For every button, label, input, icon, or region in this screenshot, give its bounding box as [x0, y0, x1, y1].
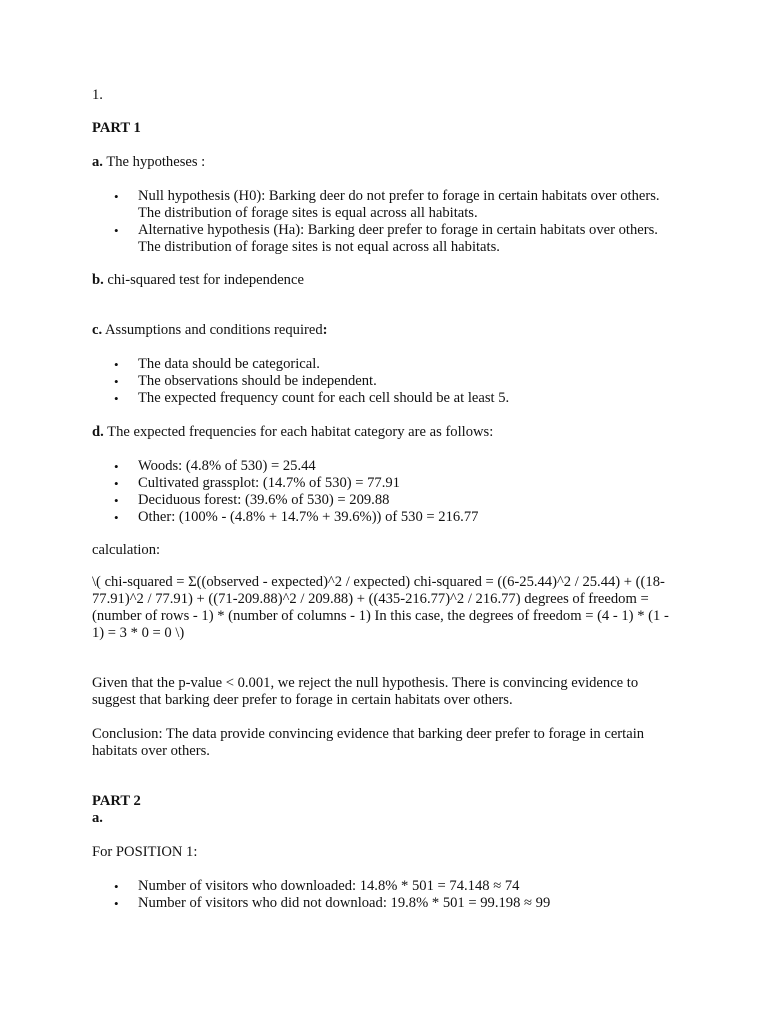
- list-item: • The data should be categorical.: [92, 356, 682, 373]
- position-label: For POSITION 1:: [92, 844, 198, 860]
- part1-d-text: The expected frequencies for each habitat category are as follows:: [103, 424, 494, 440]
- part2-heading: PART 2: [92, 793, 141, 809]
- list-item: • Cultivated grassplot: (14.7% of 530) = 77.91: [92, 475, 682, 492]
- pvalue-paragraph: Given that the p-value < 0.001, we reject the null hypothesis. There is convincing evidence to suggest that barking deer prefer to forage in certain habitats over others.: [92, 675, 639, 708]
- list-item: • Null hypothesis (H0): Barking deer do not prefer to forage in certain habitats over others. The distribution of forage sites is equal across all habitats.: [92, 188, 682, 222]
- part1-d-label: d.: [92, 424, 104, 440]
- part1-heading: PART 1: [92, 120, 141, 136]
- part1-c-line: [92, 322, 682, 339]
- expected-frequencies-list: [92, 458, 682, 526]
- list-item: • Number of visitors who did not download: 19.8% * 501 = 99.198 ≈ 99: [92, 895, 682, 912]
- part1-c-label: c.: [92, 322, 103, 338]
- part1-b-line: [92, 272, 682, 289]
- assumptions-list: [92, 356, 682, 407]
- part1-c-colon: :: [322, 322, 328, 338]
- hypotheses-list: [92, 188, 682, 256]
- calculation-label: calculation:: [92, 542, 161, 558]
- list-item: • The observations should be independent.: [92, 373, 682, 390]
- part1-a-label: a.: [92, 154, 103, 170]
- list-item: • Number of visitors who downloaded: 14.8% * 501 = 74.148 ≈ 74: [92, 878, 682, 895]
- position1-list: [92, 878, 682, 912]
- part2-a-label: a.: [92, 810, 103, 826]
- part1-b-label: b.: [92, 272, 104, 288]
- calculation-text: \( chi-squared = Σ((observed - expected)^2 / expected) chi-squared = ((6-25.44)^2 / 25.44) + ((18-77.91)^2 / 77.91) + ((71-209.88)^2 / 209.88) + ((435-216.77)^2 / 216.77) degrees of freedom = (number of rows - 1) * (number of columns - 1) In this case, the degrees of freedom = (4 - 1) * (1 - 1) = 3 * 0 = 0 \): [92, 574, 669, 641]
- part1-b-text: chi-squared test for independence: [103, 272, 304, 288]
- part1-a-line: [92, 154, 682, 171]
- part1-c-text: Assumptions and conditions required: [102, 322, 323, 338]
- part1-d-line: [92, 424, 682, 441]
- list-item: • The expected frequency count for each cell should be at least 5.: [92, 390, 682, 407]
- conclusion-paragraph: Conclusion: The data provide convincing evidence that barking deer prefer to forage in certain habitats over others.: [92, 726, 645, 759]
- part1-a-text: The hypotheses :: [102, 154, 206, 170]
- item-number: 1.: [92, 87, 103, 103]
- list-item: • Woods: (4.8% of 530) = 25.44: [92, 458, 682, 475]
- list-item: • Deciduous forest: (39.6% of 530) = 209.88: [92, 492, 682, 509]
- list-item: • Alternative hypothesis (Ha): Barking deer prefer to forage in certain habitats over others. The distribution of forage sites is not equal across all habitats.: [92, 222, 682, 256]
- list-item: • Other: (100% - (4.8% + 14.7% + 39.6%)) of 530 = 216.77: [92, 509, 682, 526]
